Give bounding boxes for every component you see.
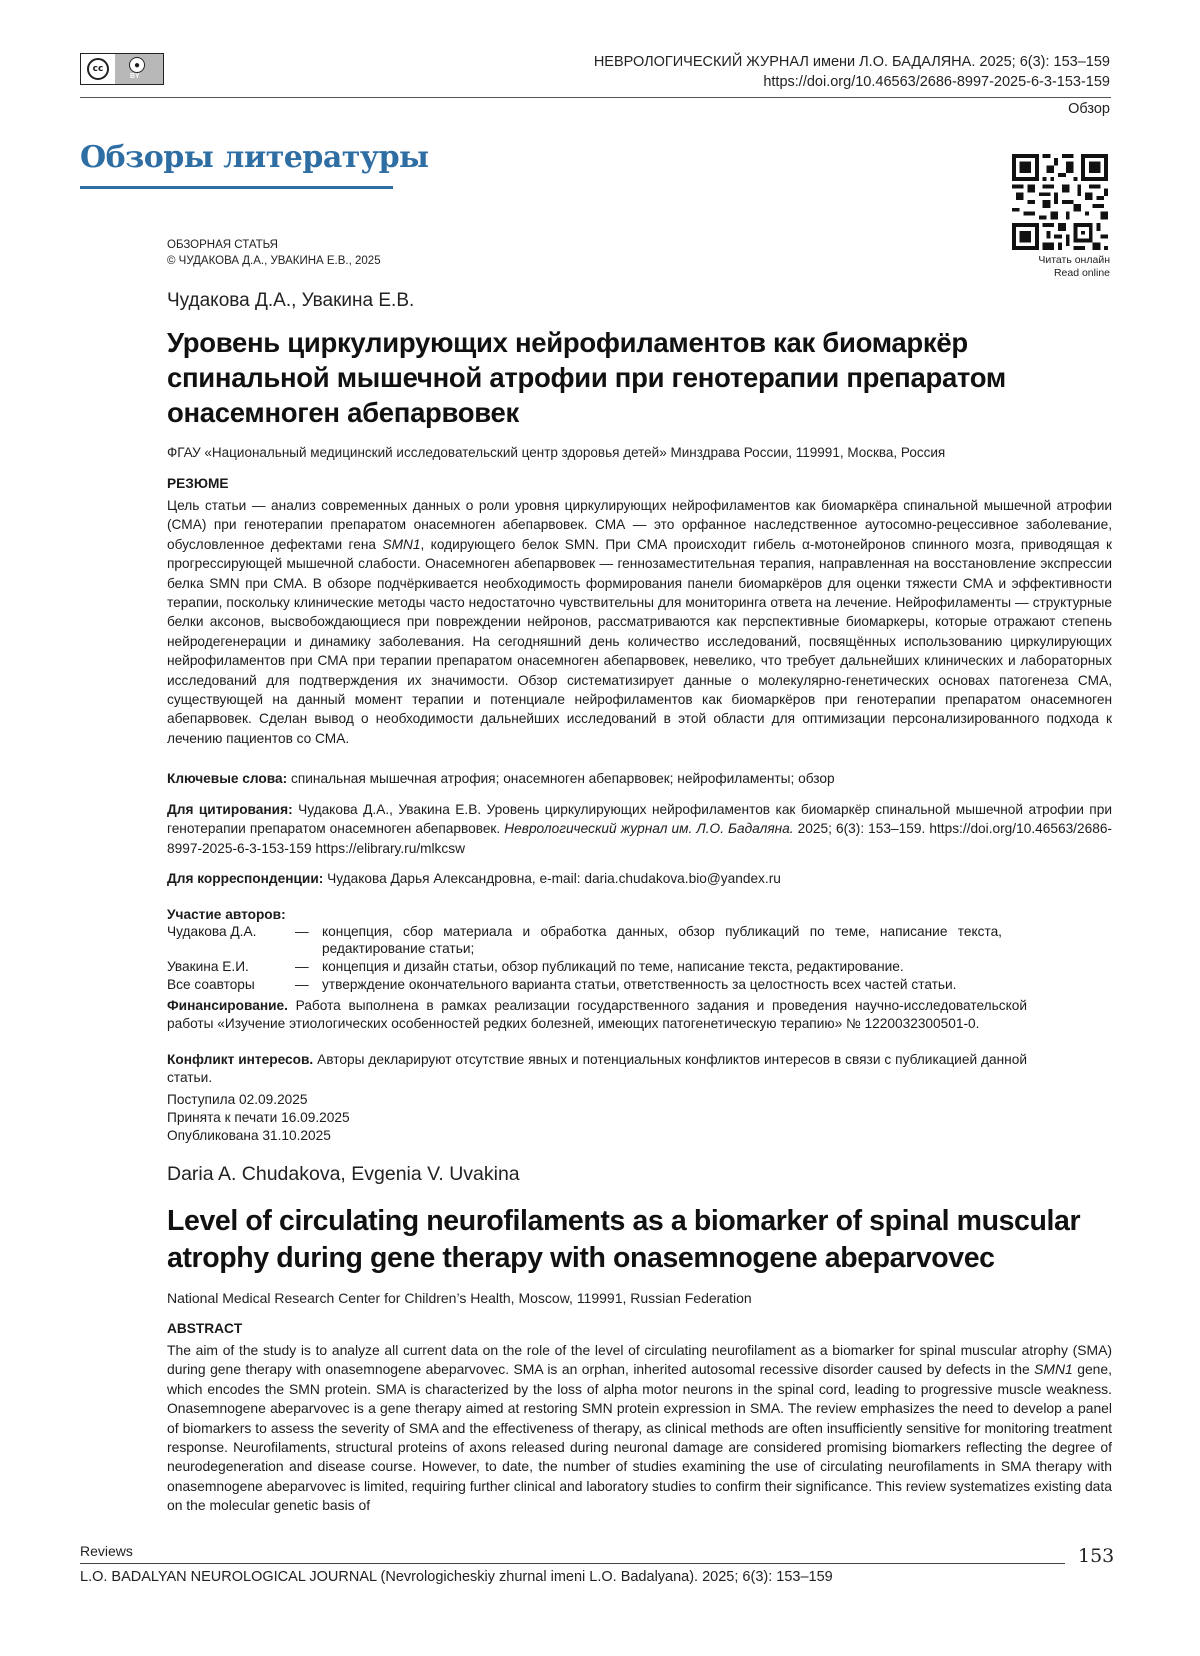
correspondence-text: Чудакова Дарья Александровна, e-mail: daria.chudakova.bio@yandex.ru — [323, 871, 781, 886]
qr-caption-en: Read online — [1053, 266, 1110, 279]
date-accepted: Принята к печати 16.09.2025 — [167, 1110, 350, 1125]
date-published: Опубликована 31.10.2025 — [167, 1128, 331, 1143]
contribution-row: Все соавторы — утверждение окончательного варианта статьи, ответственность за целостность всех частей статьи. — [167, 977, 957, 992]
affiliation-en: National Medical Research Center for Children’s Health, Moscow, 119991, Russian Federation — [167, 1290, 752, 1306]
citation: Для цитирования: Чудакова Д.А., Увакина Е.В. Уровень циркулирующих нейрофиламентов как биомаркёр спинальной мышечной атрофии при генотерапии препаратом онасемноген абепарвовек. Неврологический журнал им. Л.О. Бадаляна. 2025; 6(3): 153–159. https://doi.org/10.46563/2686-8997-2025-6-3-153-159 https://elibrary.ru/mlkcsw — [167, 802, 1112, 856]
header-doi-link[interactable]: https://doi.org/10.46563/2686-8997-2025-6-3-153-159 — [763, 74, 1110, 90]
section-heading: Обзоры литературы — [80, 140, 429, 175]
authors-ru: Чудакова Д.А., Увакина Е.В. — [167, 290, 415, 311]
citation-elibrary-link[interactable]: https://elibrary.ru/mlkcsw — [311, 840, 465, 856]
section-type: Обзор — [1068, 101, 1110, 117]
running-header — [594, 52, 1110, 92]
funding — [167, 997, 1027, 1032]
funding-text: Работа выполнена в рамках реализации государственного задания и проведения научно-исследовательской работы «Изучение этиологических особенностей редких болезней, имеющих патогенетическую терапию» № 1220032300501-0. — [167, 998, 1027, 1031]
keywords-label: Ключевые слова: — [167, 771, 288, 786]
footer-section: Reviews — [80, 1543, 133, 1559]
gene-name: SMN1 — [382, 536, 421, 552]
header-divider — [80, 97, 1111, 98]
conflict-label: Конфликт интересов. — [167, 1052, 314, 1067]
attribution-person-icon: ● — [129, 57, 145, 73]
contribution-row: Чудакова Д.А. — концепция, сбор материала и обработка данных, обзор публикаций по теме, написание текста, редактирование статьи; — [167, 924, 1002, 956]
qr-code-icon[interactable] — [1012, 154, 1108, 250]
publication-dates — [167, 1091, 567, 1145]
article-type: ОБЗОРНАЯ СТАТЬЯ — [167, 239, 278, 251]
footer-journal: L.O. BADALYAN NEUROLOGICAL JOURNAL (Nevrologicheskiy zhurnal imeni L.O. Badalyana). 2025; 6(3): 153–159 — [80, 1569, 833, 1585]
date-received: Поступила 02.09.2025 — [167, 1092, 308, 1107]
conflict-text: Авторы декларируют отсутствие явных и потенциальных конфликтов интересов в связи с публикацией данной статьи. — [167, 1052, 1027, 1085]
correspondence-label: Для корреспонденции: — [167, 871, 324, 886]
article-title-ru: Уровень циркулирующих нейрофиламентов как биомаркёр спинальной мышечной атрофии при генотерапии препаратом онасемноген абепарвовек — [167, 327, 1006, 428]
correspondence — [167, 869, 1112, 888]
funding-label: Финансирование. — [167, 998, 288, 1013]
keywords-text: спинальная мышечная атрофия; онасемноген абепарвовек; нейрофиламенты; обзор — [287, 771, 835, 786]
section-heading-underline — [80, 186, 393, 189]
page-number: 153 — [1078, 1545, 1115, 1567]
resume-text: Цель статьи — анализ современных данных о роли уровня циркулирующих нейрофиламентов как биомаркёра спинальной мышечной атрофии (СМА) при генотерапии препаратом онасемноген абепарвовек. СМА — это орфанное наследственное аутосомно-рецессивное заболевание, обусловленное дефектами гена SMN1, кодирующего белок SMN. При СМА происходит гибель α-мотонейронов спинного мозга, приводящая к прогрессирующей мышечной слабости. Онасемноген абепарвовек — геннозаместительная терапия, направленная на восстановление экспрессии белка SMN при СМА. В обзоре подчёркивается необходимость формирования панели биомаркёров для оценки тяжести СМА и эффективности терапии, поскольку клинические методы часто недостаточно чувствительны для мониторинга ответа на лечение. Нейрофиламенты — структурные белки аксонов, высвобождающиеся при повреждении нейронов, рассматриваются как перспективные биомаркеры, которые отражают степень нейродегенерации и динамику заболевания. На сегодняшний день количество исследований, посвящённых использованию циркулирующих нейрофиламентов при СМА при терапии препаратом онасемноген абепарвовек, невелико, что требует дальнейших клинических и лабораторных исследований для подтверждения их значимости. Обзор систематизирует данные о молекулярно-генетических основах патогенеза СМА, существующей на данный момент терапии и потенциале нейрофиламентов как биомаркёров при генотерапии препаратом онасемноген абепарвовек. Сделан вывод о необходимости дальнейших исследований в этой области для оптимизации персонализированного подхода к лечению пациентов со СМА. — [167, 498, 1112, 746]
conflict-of-interest — [167, 1051, 1027, 1086]
qr-caption — [990, 254, 1110, 279]
cc-by-license-badge — [80, 53, 164, 85]
abstract-heading: ABSTRACT — [167, 1321, 243, 1336]
cc-icon: cc — [87, 58, 109, 80]
by-label: BY — [130, 73, 140, 80]
contribution-heading: Участие авторов: — [167, 907, 286, 922]
citation-label: Для цитирования: — [167, 802, 293, 817]
footer-divider — [80, 1563, 1065, 1564]
qr-caption-ru: Читать онлайн — [1038, 254, 1110, 266]
journal-line: НЕВРОЛОГИЧЕСКИЙ ЖУРНАЛ имени Л.О. БАДАЛЯНА. 2025; 6(3): 153–159 — [593, 54, 1110, 70]
article-title-en: Level of circulating neurofilaments as a biomarker of spinal muscular atrophy during gene therapy with onasemnogene abeparvovec — [167, 1205, 1081, 1274]
affiliation-ru: ФГАУ «Национальный медицинский исследовательский центр здоровья детей» Минздрава России, 119991, Москва, Россия — [167, 445, 946, 460]
authors-en: Daria A. Chudakova, Evgenia V. Uvakina — [167, 1163, 520, 1185]
article-meta — [167, 237, 381, 269]
resume-heading: РЕЗЮМЕ — [167, 476, 229, 491]
copyright-line: © ЧУДАКОВА Д.А., УВАКИНА Е.В., 2025 — [167, 255, 381, 267]
abstract-text: The aim of the study is to analyze all current data on the role of the level of circulating neurofilament as a biomarker for spinal muscular atrophy (SMA) during gene therapy with onasemnogene abeparvovec. SMA is an orphan, inherited autosomal recessive disorder caused by defects in the SMN1 gene, which encodes the SMN protein. SMA is characterized by the loss of alpha motor neurons in the spinal cord, leading to progressive muscle weakness. Onasemnogene abeparvovec is a gene therapy aimed at restoring SMN protein expression in SMA. The review emphasizes the need to develop a panel of biomarkers to assess the severity of SMA and the effectiveness of therapy, as clinical methods are often insufficiently sensitive for monitoring treatment response. Neurofilaments, structural proteins of axons released during neuronal damage are considered promising biomarkers reflecting the degree of neurodegeneration and disease course. However, to date, the number of studies examining the use of circulating neurofilaments in SMA therapy with onasemnogene abeparvovec is limited, requiring further clinical and laboratory studies to confirm their significance. This review systematizes existing data on the molecular genetic basis of — [167, 1342, 1112, 1514]
contribution-row: Увакина Е.И. — концепция и дизайн статьи, обзор публикаций по теме, написание текста, редактирование. — [167, 959, 904, 974]
citation-doi-link[interactable]: https://doi.org/10.46563/2686-8997-2025-6-3-153-159 — [167, 821, 1112, 856]
citation-journal: Неврологический журнал им. Л.О. Бадаляна. — [504, 821, 794, 837]
gene-name: SMN1 — [1034, 1361, 1073, 1378]
keywords — [167, 769, 1112, 788]
